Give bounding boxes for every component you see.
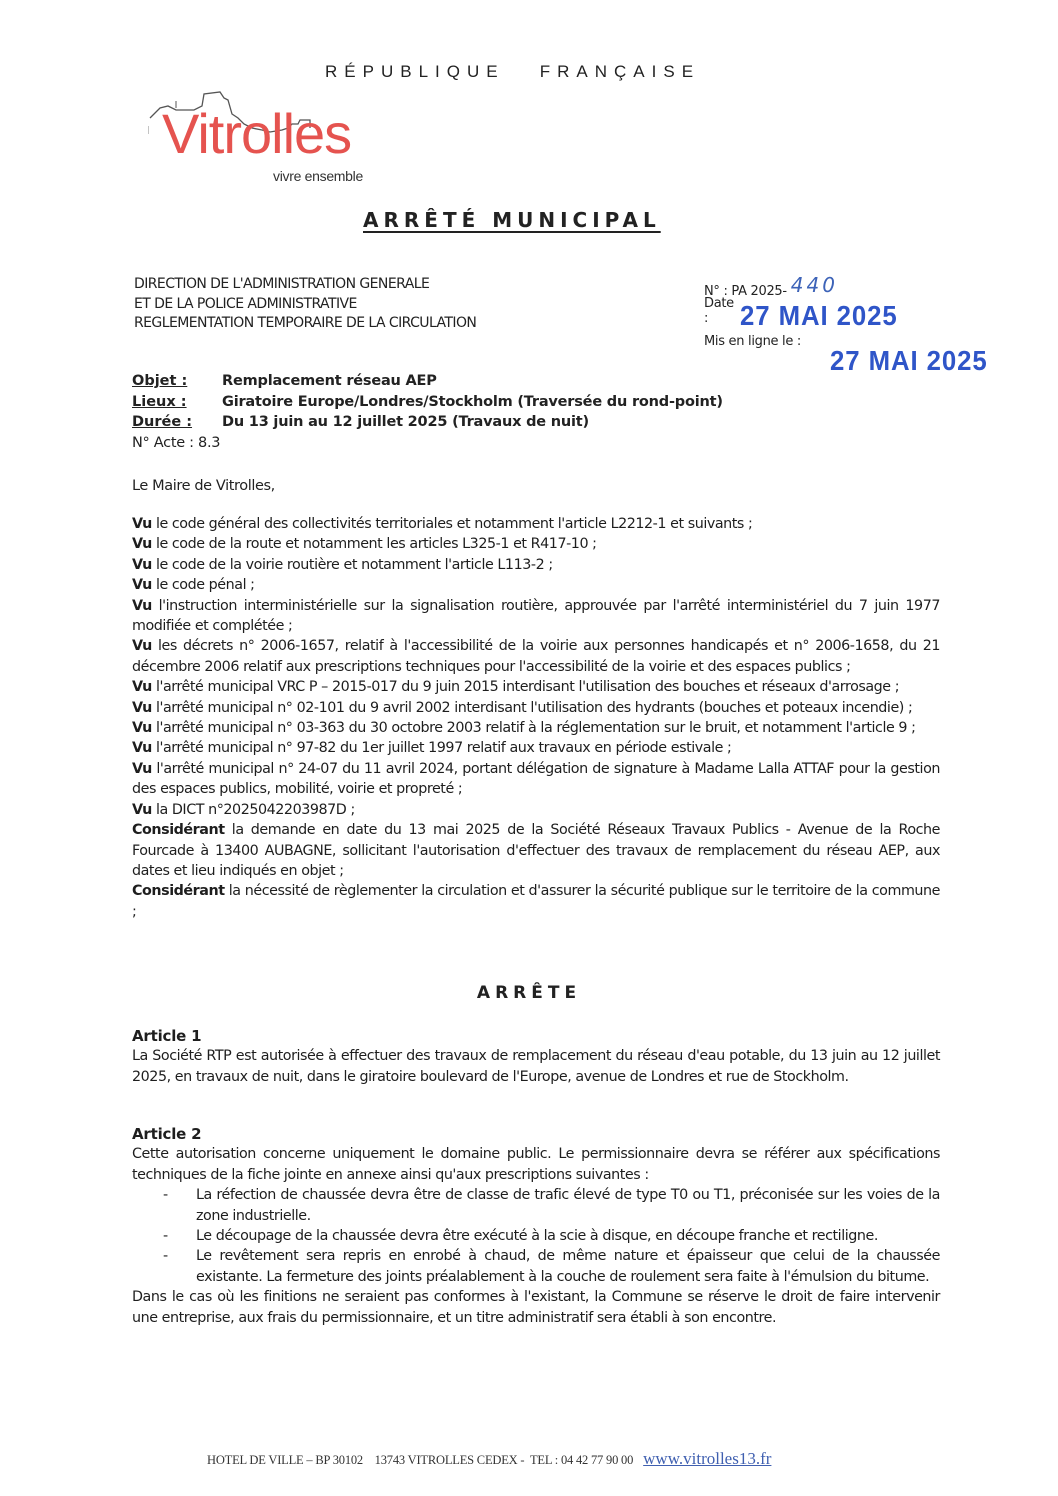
visa-text: le code de la route et notamment les articles L325-1 et R417-10 ; xyxy=(151,536,597,553)
article-2 xyxy=(132,1124,940,1328)
visa-lead: Vu xyxy=(132,638,152,655)
acte-number: N° Acte : 8.3 xyxy=(132,434,221,451)
lieux-value: Giratoire Europe/Londres/Stockholm (Traversée du rond-point) xyxy=(222,393,723,410)
article-1-title: Article 1 xyxy=(132,1027,202,1045)
visa-item xyxy=(132,881,940,922)
visa-item xyxy=(132,534,940,554)
visa-lead: Vu xyxy=(132,801,152,818)
article-2-title: Article 2 xyxy=(132,1125,202,1143)
duree-row xyxy=(132,412,723,433)
visas-list xyxy=(132,514,940,922)
direction-line: ET DE LA POLICE ADMINISTRATIVE xyxy=(134,294,357,312)
visa-text: l'arrêté municipal n° 97-82 du 1er juillet 1997 relatif aux travaux en période estivale ; xyxy=(151,740,732,757)
online-label: Mis en ligne le : xyxy=(704,334,801,349)
reference-number-handwritten: 440 xyxy=(790,273,838,297)
visa-item xyxy=(132,596,940,637)
visa-text: l'arrêté municipal n° 03-363 du 30 octobre 2003 relatif à la réglementation sur le bruit, et notamment l'article 9 ; xyxy=(151,720,916,737)
arrete-heading: ARRÊTE xyxy=(476,983,582,1003)
visa-text: l'instruction interministérielle sur la signalisation routière, approuvée par l'arrêté interministériel du 7 juin 1977 modifiée et complétée ; xyxy=(132,597,940,635)
visa-item xyxy=(132,555,940,575)
prescriptions-list xyxy=(132,1185,940,1287)
reference-number-label: N° : PA 2025- xyxy=(704,284,787,299)
visa-lead: Vu xyxy=(132,699,152,716)
visa-lead: Vu xyxy=(132,760,152,777)
visa-item xyxy=(132,759,940,800)
visa-item xyxy=(132,698,940,718)
republique-francaise-heading: RÉPUBLIQUE FRANÇAISE xyxy=(325,62,701,81)
visa-lead: Vu xyxy=(132,720,152,737)
visa-lead: Considérant xyxy=(132,883,225,900)
logo-tagline: vivre ensemble xyxy=(273,168,363,184)
objet-row xyxy=(132,371,723,392)
visa-item xyxy=(132,718,940,738)
visa-text: les décrets n° 2006-1657, relatif à l'accessibilité de la voirie aux personnes handicapés et n° 2006-1658, du 21 décembre 2006 relatif aux prescriptions techniques pour l'accessibilité de la voirie et des espaces publics ; xyxy=(132,638,940,675)
direction-block xyxy=(134,274,476,333)
visa-item xyxy=(132,677,940,697)
visa-item xyxy=(132,738,940,758)
visa-item xyxy=(132,575,940,595)
visa-lead: Vu xyxy=(132,740,152,757)
visa-item xyxy=(132,820,940,881)
prescription-item: - La réfection de chaussée devra être de classe de trafic élevé de type T0 ou T1, préconisée sur les voies de la zone industrielle. xyxy=(196,1185,940,1226)
visa-item xyxy=(132,800,940,820)
visa-text: la nécessité de règlementer la circulation et d'assurer la sécurité publique sur le territoire de la commune ; xyxy=(132,883,940,920)
visa-text: la DICT n°2025042203987D ; xyxy=(151,801,355,818)
document-title: ARRÊTÉ MUNICIPAL xyxy=(363,208,661,232)
lieux-row xyxy=(132,392,723,413)
visa-text: l'arrêté municipal n° 02-101 du 9 avril 2002 interdisant l'utilisation des hydrants (bouches et poteaux incendie) ; xyxy=(151,699,913,716)
visa-text: la demande en date du 13 mai 2025 de la Société Réseaux Travaux Publics - Avenue de la Roche Fourcade à 13400 AUBAGNE, sollicitant l'autorisation d'effectuer des travaux de remplacement du réseau AEP, aux dates et lieu indiqués en objet ; xyxy=(132,822,940,879)
lieux-label: Lieux : xyxy=(132,393,187,410)
article-1 xyxy=(132,1026,940,1087)
duree-value: Du 13 juin au 12 juillet 2025 (Travaux de nuit) xyxy=(222,414,589,430)
visa-text: le code général des collectivités territoriales et notamment l'article L2212-1 et suivants ; xyxy=(151,516,753,532)
visa-lead: Vu xyxy=(132,536,152,553)
date-label: Date : xyxy=(704,296,734,326)
date-stamp: 27 MAI 2025 xyxy=(740,300,898,331)
visa-text: l'arrêté municipal VRC P – 2015-017 du 9 juin 2015 interdisant l'utilisation des bouches et réseaux d'arrosage ; xyxy=(151,679,900,696)
direction-line: DIRECTION DE L'ADMINISTRATION GENERALE xyxy=(134,275,430,292)
visa-item xyxy=(132,514,940,534)
visa-lead: Considérant xyxy=(132,822,225,839)
subject-block xyxy=(132,371,723,453)
visa-item xyxy=(132,636,940,677)
visa-lead: Vu xyxy=(132,556,152,573)
prescription-item: - Le revêtement sera repris en enrobé à chaud, de même nature et épaisseur que celui de la chaussée existante. La fermeture des joints préalablement à la couche de roulement sera faite à l'émulsion du bitume. xyxy=(196,1246,940,1287)
visa-lead: Vu xyxy=(132,516,152,532)
visa-lead: Vu xyxy=(132,577,152,594)
footer-address: HOTEL DE VILLE – BP 30102 13743 VITROLLES CEDEX - TEL : 04 42 77 90 00 xyxy=(207,1453,634,1467)
visa-text: le code de la voirie routière et notamment l'article L113-2 ; xyxy=(151,556,553,573)
objet-value: Remplacement réseau AEP xyxy=(222,373,437,389)
article-1-text: La Société RTP est autorisée à effectuer des travaux de remplacement du réseau d'eau potable, du 13 juin au 12 juillet 2025, en travaux de nuit, dans le giratoire boulevard de l'Europe, avenue de Londres et rue de Stockholm. xyxy=(132,1048,940,1085)
logo-wordmark: Vitrolles xyxy=(162,102,352,165)
footer xyxy=(207,1449,771,1469)
direction-line: REGLEMENTATION TEMPORAIRE DE LA CIRCULATION xyxy=(134,314,477,331)
maire-salutation: Le Maire de Vitrolles, xyxy=(132,478,275,494)
article-2-outro: Dans le cas où les finitions ne seraient pas conformes à l'existant, la Commune se réserve le droit de faire intervenir une entreprise, aux frais du permissionnaire, et un titre administratif sera établi à son encontre. xyxy=(132,1289,940,1326)
website-link[interactable]: www.vitrolles13.fr xyxy=(643,1449,772,1468)
visa-text: le code pénal ; xyxy=(151,577,255,594)
online-date-stamp: 27 MAI 2025 xyxy=(830,345,988,376)
visa-text: l'arrêté municipal n° 24-07 du 11 avril 2024, portant délégation de signature à Madame Lalla ATTAF pour la gestion des espaces publics, mobilité, voirie et propreté ; xyxy=(132,760,940,798)
article-2-intro: Cette autorisation concerne uniquement le domaine public. Le permissionnaire devra se référer aux spécifications techniques de la fiche jointe en annexe ainsi qu'aux prescriptions suivantes : xyxy=(132,1146,940,1183)
vitrolles-logo xyxy=(148,88,408,188)
duree-label: Durée : xyxy=(132,414,193,430)
objet-label: Objet : xyxy=(132,373,188,389)
visa-lead: Vu xyxy=(132,679,152,696)
visa-lead: Vu xyxy=(132,597,152,614)
prescription-item: - Le découpage de la chaussée devra être exécuté à la scie à disque, en découpe franche et rectiligne. xyxy=(196,1226,940,1246)
